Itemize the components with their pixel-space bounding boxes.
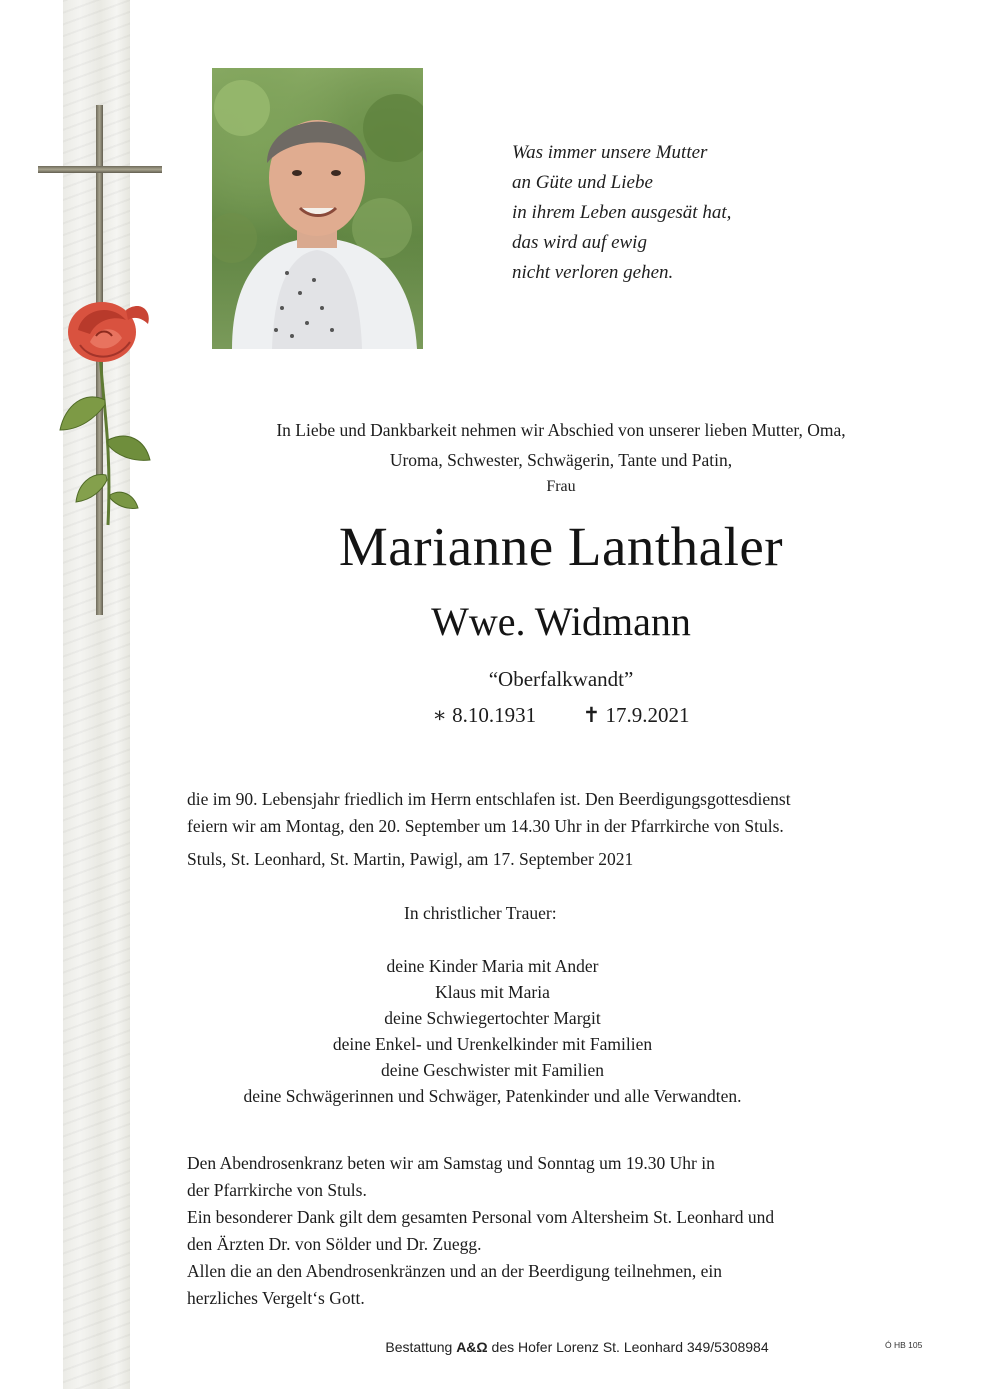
life-dates bbox=[160, 703, 962, 728]
announcement-line: die im 90. Lebensjahr friedlich im Herrn entschlafen ist. Den Beerdigungsgottesdienst bbox=[187, 789, 791, 809]
death-cross-icon: ✝ bbox=[582, 703, 601, 727]
mourner-line: Klaus mit Maria bbox=[435, 982, 550, 1002]
quote-line: in ihrem Leben ausgesät hat, bbox=[512, 202, 732, 223]
note-line: den Ärzten Dr. von Sölder und Dr. Zuegg. bbox=[187, 1234, 482, 1254]
mourner-line: deine Enkel- und Urenkelkinder mit Familien bbox=[332, 1034, 653, 1054]
undertaker-logo: A&Ω bbox=[456, 1339, 488, 1355]
mourner-line: deine Geschwister mit Familien bbox=[380, 1060, 605, 1080]
death-date: 17.9.2021 bbox=[605, 703, 690, 727]
birth-icon: ∗ bbox=[432, 703, 447, 727]
quote-line: an Güte und Liebe bbox=[512, 172, 653, 193]
intro-line: In Liebe und Dankbarkeit nehmen wir Abschied von unserer lieben Mutter, Oma, bbox=[276, 420, 846, 440]
note-line: Ein besonderer Dank gilt dem gesamten Personal vom Altersheim St. Leonhard und bbox=[187, 1207, 775, 1227]
note-line: Allen die an den Abendrosenkränzen und an der Beerdigung teilnehmen, ein bbox=[187, 1261, 723, 1281]
birth-date: 8.10.1931 bbox=[452, 703, 537, 727]
mourning-label: In christlicher Trauer: bbox=[404, 903, 557, 923]
note-line: Den Abendrosenkranz beten wir am Samstag und Sonntag um 19.30 Uhr in bbox=[187, 1153, 715, 1173]
mourner-line: deine Kinder Maria mit Ander bbox=[386, 956, 599, 976]
mourner-line: deine Schwiegertochter Margit bbox=[384, 1008, 601, 1028]
portrait-photo bbox=[212, 68, 423, 349]
mourner-line: deine Schwägerinnen und Schwäger, Patenkinder und alle Verwandten. bbox=[243, 1086, 742, 1106]
footer-prefix: Bestattung bbox=[385, 1339, 453, 1355]
place-date: Stuls, St. Leonhard, St. Martin, Pawigl, am 17. September 2021 bbox=[187, 849, 634, 869]
quote-line: nicht verloren gehen. bbox=[512, 262, 674, 283]
note-line: herzliches Vergelt‘s Gott. bbox=[187, 1288, 365, 1308]
deceased-name: Marianne Lanthaler bbox=[338, 516, 784, 577]
closing-notes bbox=[187, 1150, 957, 1312]
cross-icon-bar bbox=[38, 166, 162, 173]
rose-icon bbox=[50, 290, 160, 530]
footer-contact: des Hofer Lorenz St. Leonhard 349/5308984 bbox=[491, 1339, 769, 1355]
salutation: Frau bbox=[546, 478, 576, 495]
mourners-list bbox=[160, 953, 825, 1109]
widow-name: Wwe. Widmann bbox=[431, 599, 691, 644]
intro-line: Uroma, Schwester, Schwägerin, Tante und Patin, bbox=[389, 450, 733, 470]
house-name: “Oberfalkwandt” bbox=[488, 667, 634, 691]
quote-line: das wird auf ewig bbox=[512, 232, 647, 253]
intro-text bbox=[160, 415, 962, 475]
announcement-line: feiern wir am Montag, den 20. September um 14.30 Uhr in der Pfarrkirche von Stuls. bbox=[187, 816, 784, 836]
undertaker-footer bbox=[160, 1339, 982, 1355]
memorial-quote bbox=[512, 138, 812, 288]
note-line: der Pfarrkirche von Stuls. bbox=[187, 1180, 367, 1200]
quote-line: Was immer unsere Mutter bbox=[512, 142, 708, 163]
print-code: Ó HB 105 bbox=[885, 1340, 923, 1350]
funeral-announcement bbox=[187, 786, 957, 840]
